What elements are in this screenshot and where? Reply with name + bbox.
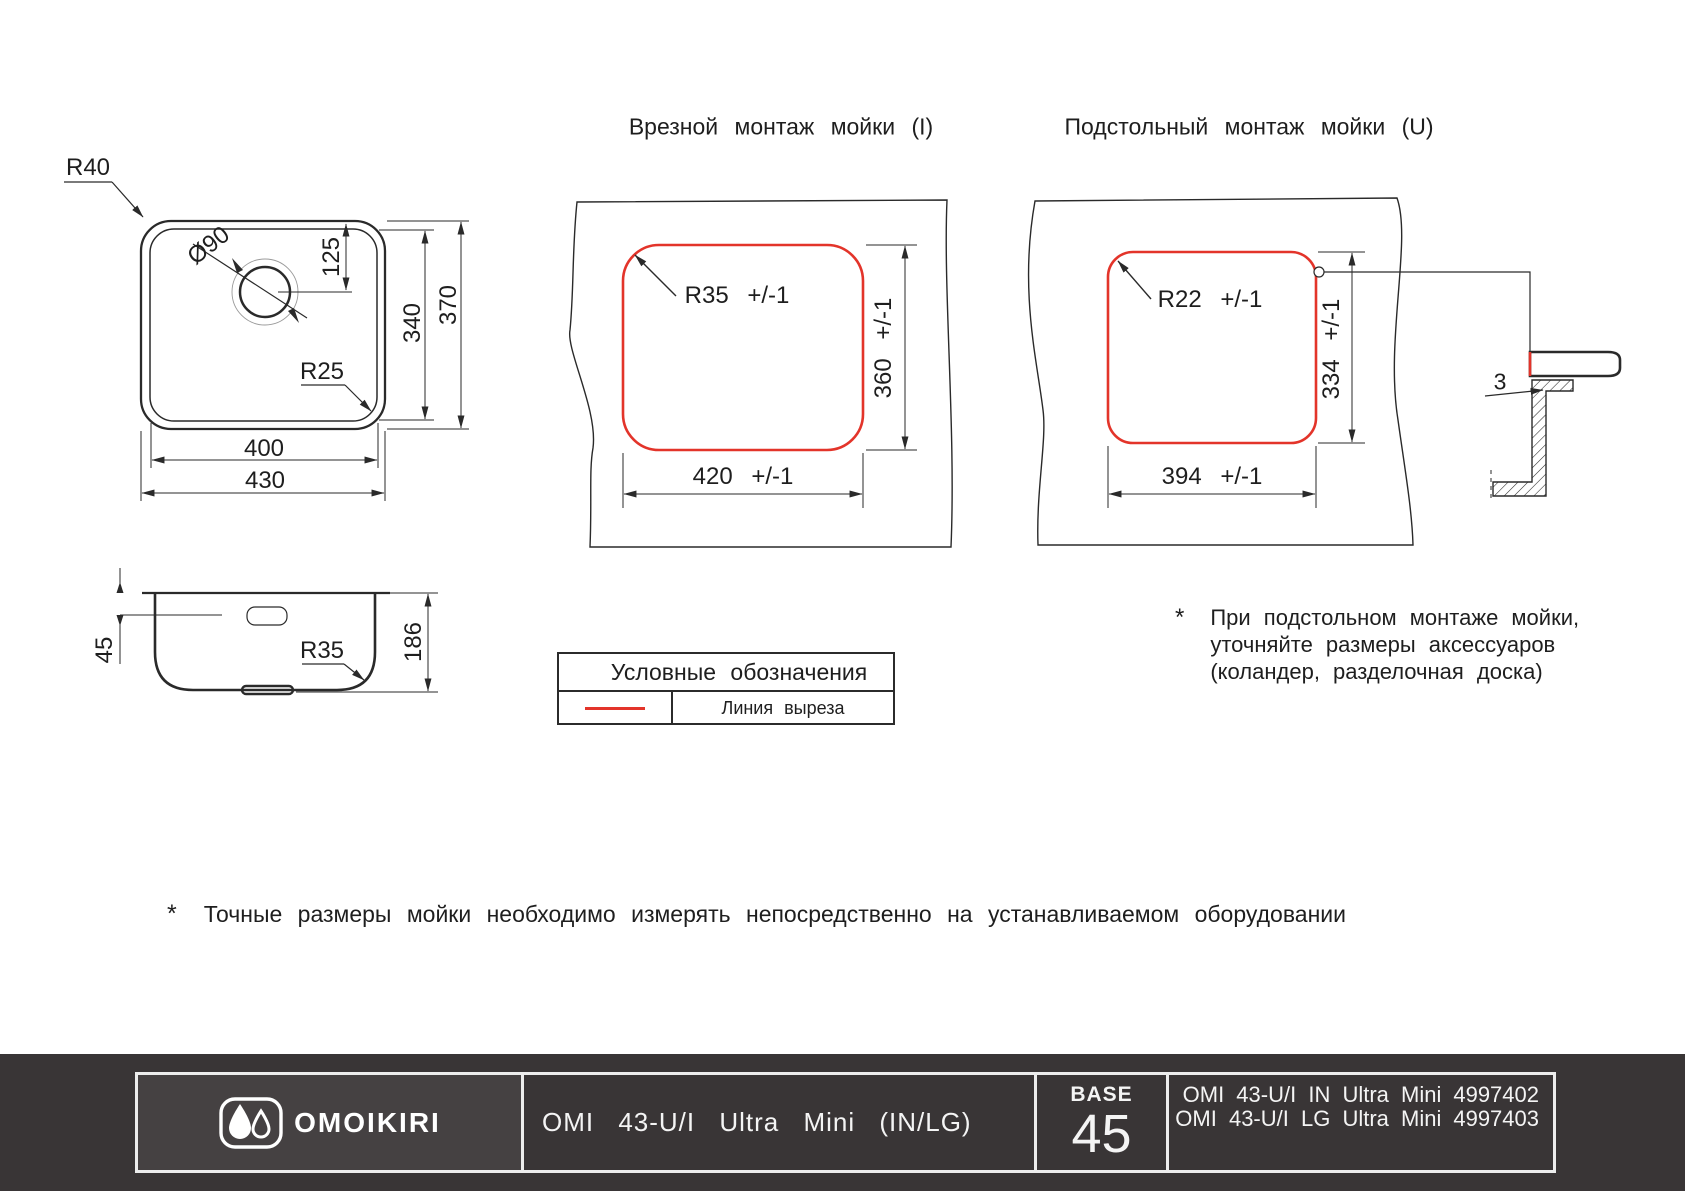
note-asterisk: * xyxy=(1175,604,1185,631)
codes-cell xyxy=(1169,1075,1553,1170)
note-line-2: уточняйте размеры аксессуаров xyxy=(1210,632,1556,657)
base-cell xyxy=(1037,1075,1169,1170)
legend-swatch-cell xyxy=(559,692,673,725)
undermount-note-text xyxy=(1210,604,1579,685)
inset-radius-label: R35 +/-1 xyxy=(684,282,790,309)
code-model: OMI 43-U/I IN Ultra Mini xyxy=(1182,1082,1442,1107)
dim-370-label: 370 xyxy=(435,284,462,326)
legend-box xyxy=(557,652,895,725)
r40-label: R40 xyxy=(65,154,111,181)
dim-186-label: 186 xyxy=(400,621,427,663)
cut-line-sample xyxy=(585,707,645,710)
inset-width-label: 420 +/-1 xyxy=(692,463,794,490)
under-width-label: 394 +/-1 xyxy=(1161,463,1263,490)
code-number: 4997402 xyxy=(1453,1082,1539,1107)
note-line-3: (коландер, разделочная доска) xyxy=(1210,659,1543,684)
under-radius-label: R22 +/-1 xyxy=(1157,286,1263,313)
dim-125-label: 125 xyxy=(318,236,345,278)
side-view-linework xyxy=(117,568,439,694)
base-value: 45 xyxy=(1071,1104,1132,1164)
note-asterisk: * xyxy=(167,900,177,928)
note-line-1: При подстольном монтаже мойки, xyxy=(1210,605,1580,630)
brand-name: OMOIKIRI xyxy=(294,1106,441,1138)
measure-note-text: Точные размеры мойки необходимо измерять непосредственно на устанавливаемом оборудовании xyxy=(203,901,1346,927)
drain-diameter-label: Ø90 xyxy=(182,221,235,271)
legend-title: Условные обозначения xyxy=(559,654,893,692)
dim-45-label: 45 xyxy=(91,636,118,664)
r25-label: R25 xyxy=(299,358,345,385)
title-block-frame xyxy=(135,1072,1556,1173)
code-row xyxy=(1175,1107,1539,1131)
undermount-note xyxy=(1175,604,1579,685)
model-cell: OMI 43-U/I Ultra Mini (IN/LG) xyxy=(524,1075,1037,1170)
title-block-footer xyxy=(0,1054,1685,1191)
inset-height-label: 360 +/-1 xyxy=(870,297,897,399)
dim-400-label: 400 xyxy=(243,435,285,462)
under-height-label: 334 +/-1 xyxy=(1318,298,1345,400)
inset-mount-title: Врезной монтаж мойки (I) xyxy=(628,113,934,140)
undermount-title: Подстольный монтаж мойки (U) xyxy=(1064,113,1434,140)
measure-note xyxy=(167,901,1346,927)
r35-side-label: R35 xyxy=(299,637,345,664)
gap-3-label: 3 xyxy=(1493,368,1507,395)
brand-cell xyxy=(138,1075,524,1170)
code-model: OMI 43-U/I LG Ultra Mini xyxy=(1175,1106,1442,1131)
code-row xyxy=(1183,1083,1539,1107)
dim-340-label: 340 xyxy=(399,302,426,344)
omoikiri-drops-icon xyxy=(218,1096,284,1150)
cut-line-label: Линия выреза xyxy=(721,698,845,718)
undermount-view-linework xyxy=(1029,198,1530,545)
code-number: 4997403 xyxy=(1453,1106,1539,1131)
dim-430-label: 430 xyxy=(244,467,286,494)
base-label: BASE xyxy=(1070,1083,1133,1106)
